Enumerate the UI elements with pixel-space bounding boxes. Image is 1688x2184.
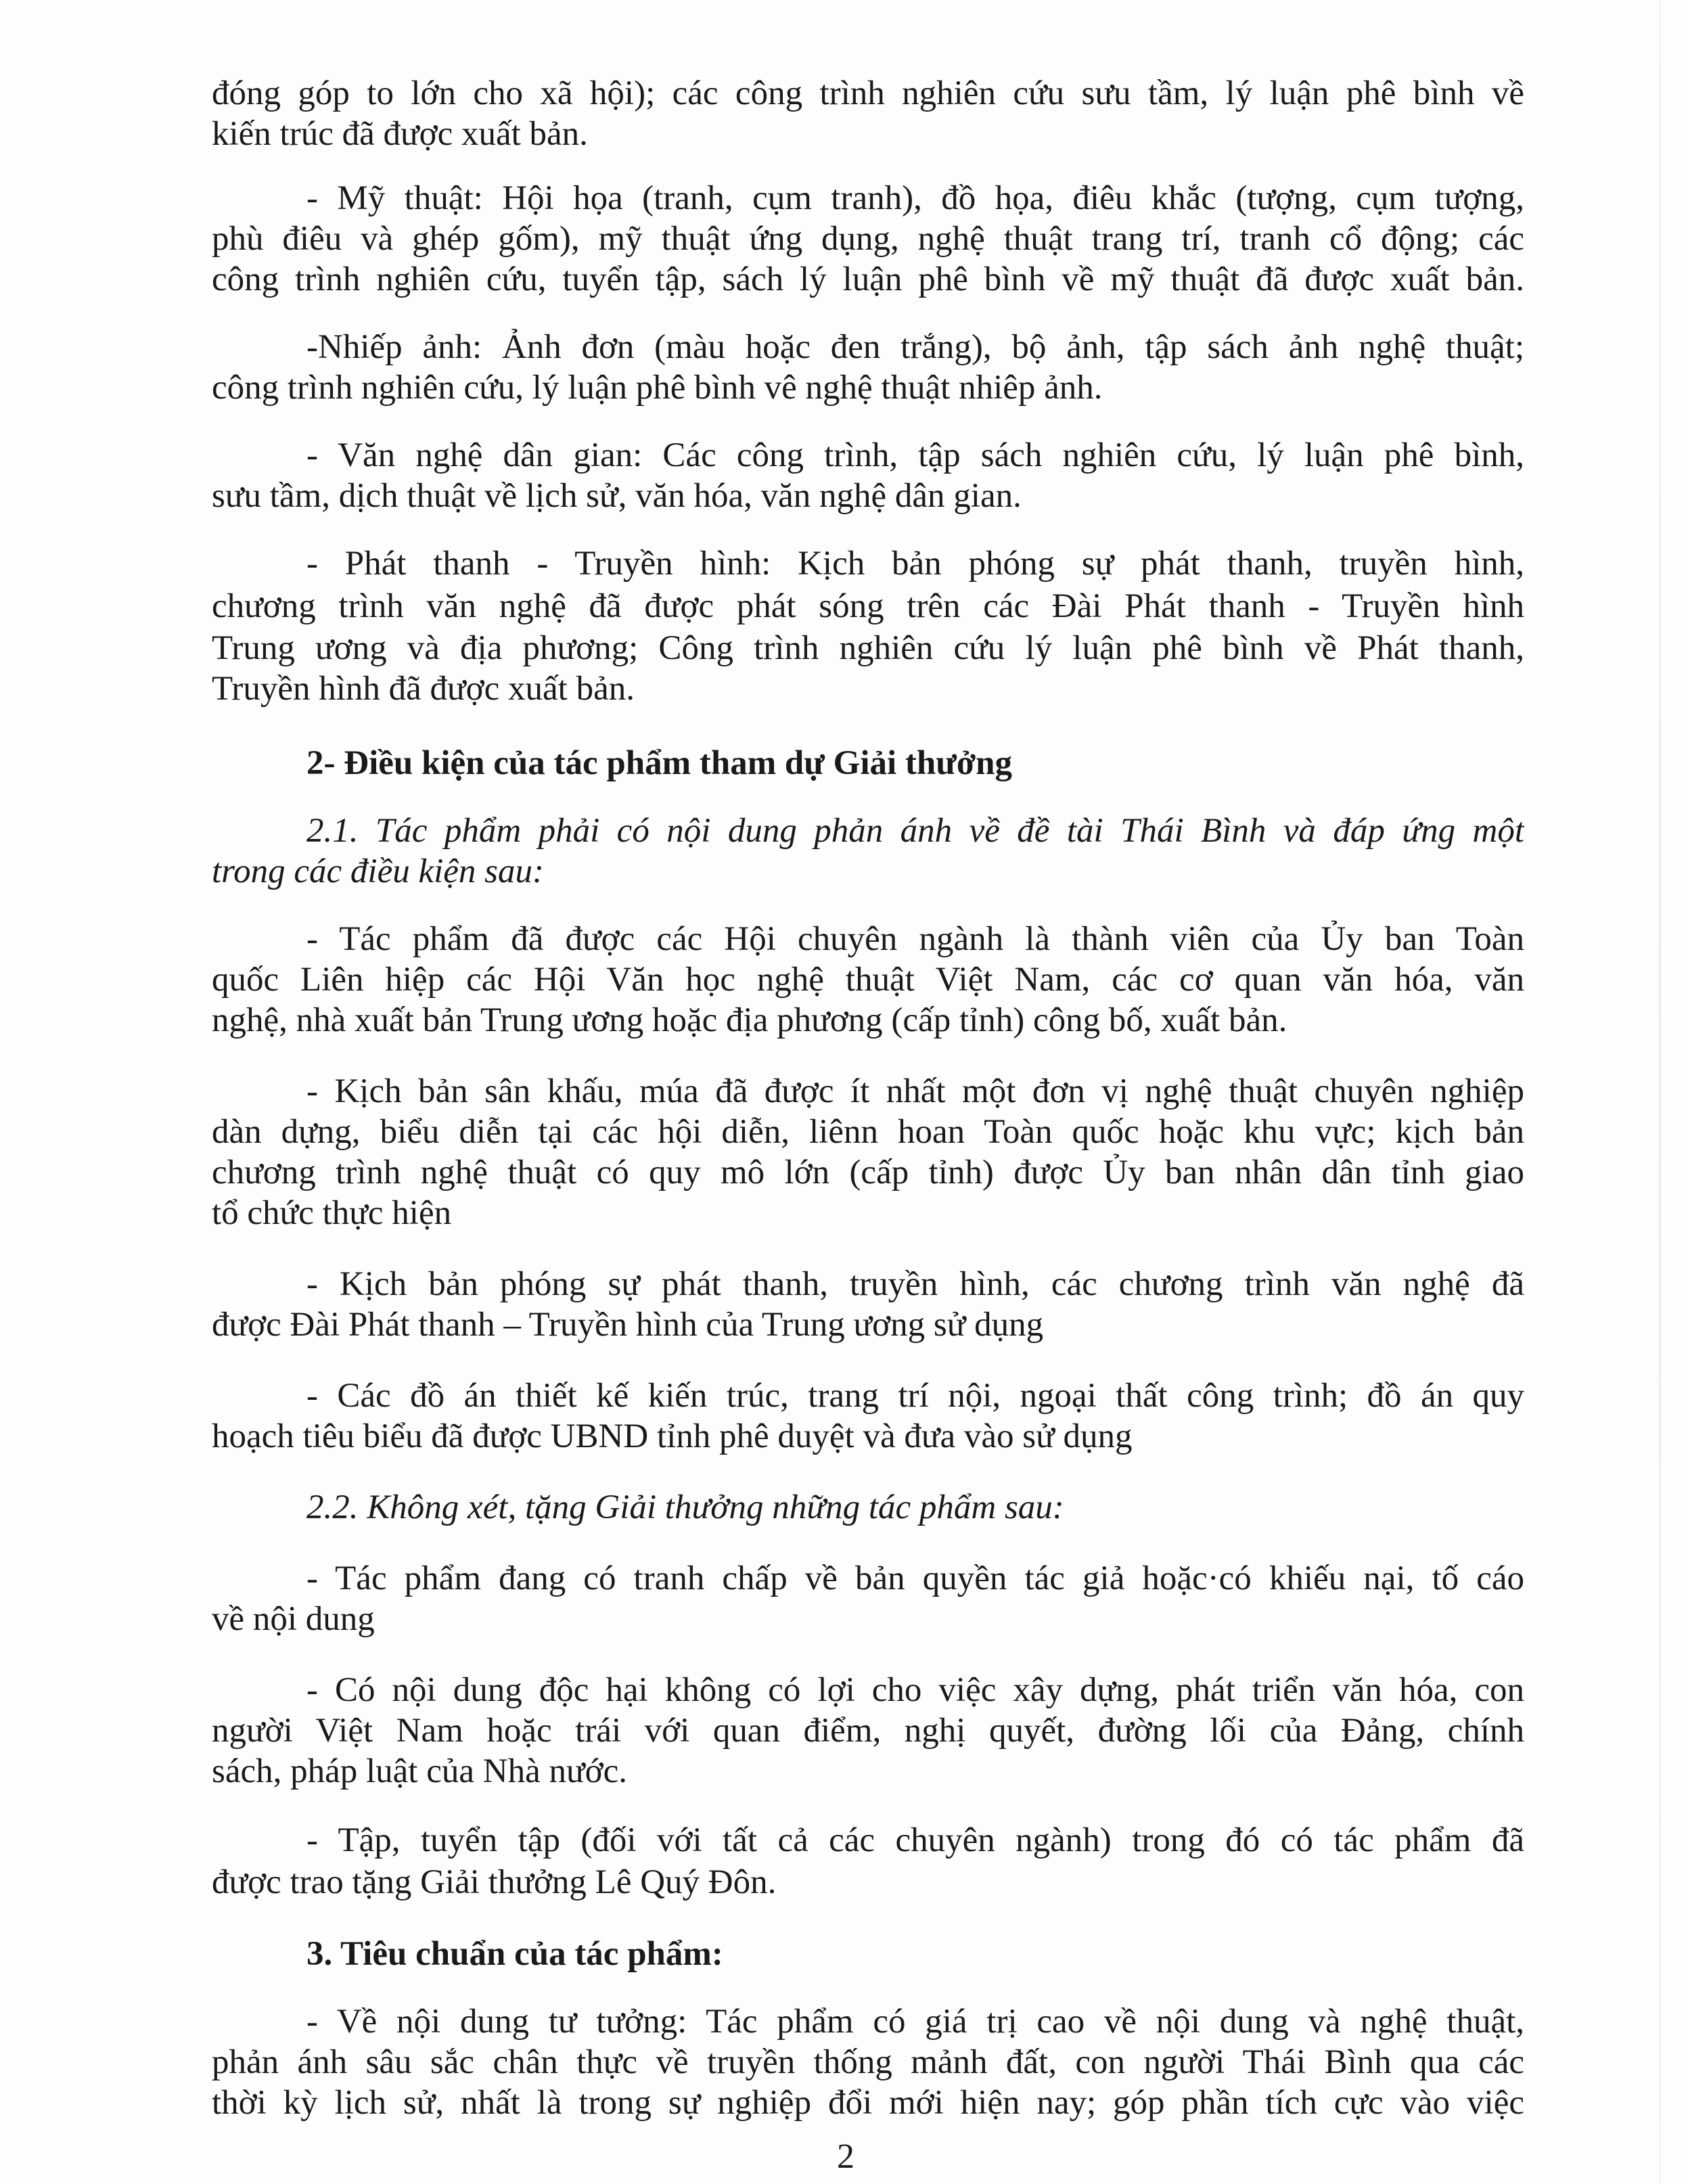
text-line: - Kịch bản phóng sự phát thanh, truyền hình, các chương trình văn nghệ đã — [306, 1265, 1524, 1303]
text-line: - Mỹ thuật: Hội họa (tranh, cụm tranh), đồ họa, điêu khắc (tượng, cụm tượng, — [306, 179, 1524, 217]
text-line: phù điêu và ghép gốm), mỹ thuật ứng dụng, nghệ thuật trang trí, tranh cổ động; các — [212, 220, 1524, 258]
text-line: kiến trúc đã được xuất bản. — [212, 115, 588, 153]
text-line: người Việt Nam hoặc trái với quan điểm, nghị quyết, đường lối của Đảng, chính — [212, 1712, 1524, 1750]
section-heading: 2- Điều kiện của tác phẩm tham dự Giải thưởng — [306, 744, 1012, 782]
text-line: chương trình nghệ thuật có quy mô lớn (cấp tỉnh) được Ủy ban nhân dân tỉnh giao — [212, 1154, 1524, 1191]
page-number: 2 — [837, 2137, 854, 2176]
text-line: - Tập, tuyển tập (đối với tất cả các chuyên ngành) trong đó có tác phẩm đã — [306, 1821, 1524, 1859]
text-line: đóng góp to lớn cho xã hội); các công trình nghiên cứu sưu tầm, lý luận phê bình về — [212, 74, 1524, 112]
text-line: - Về nội dung tư tưởng: Tác phẩm có giá trị cao về nội dung và nghệ thuật, — [306, 2003, 1524, 2041]
text-line: -Nhiếp ảnh: Ảnh đơn (màu hoặc đen trắng), bộ ảnh, tập sách ảnh nghệ thuật; — [306, 328, 1524, 366]
scan-edge — [1659, 0, 1661, 2184]
text-line: được trao tặng Giải thưởng Lê Quý Đôn. — [212, 1863, 777, 1901]
text-line: chương trình văn nghệ đã được phát sóng trên các Đài Phát thanh - Truyền hình — [212, 587, 1524, 625]
text-line: - Các đồ án thiết kế kiến trúc, trang trí nội, ngoại thất công trình; đồ án quy — [306, 1377, 1524, 1415]
subsection-heading: 2.1. Tác phẩm phải có nội dung phản ánh về đề tài Thái Bình và đáp ứng một — [306, 812, 1524, 850]
text-line: hoạch tiêu biểu đã được UBND tỉnh phê duyệt và đưa vào sử dụng — [212, 1417, 1133, 1455]
text-line: tổ chức thực hiện — [212, 1194, 452, 1232]
text-line: - Phát thanh - Truyền hình: Kịch bản phóng sự phát thanh, truyền hình, — [306, 545, 1524, 583]
text-line: Truyền hình đã được xuất bản. — [212, 670, 635, 708]
subsection-heading: 2.2. Không xét, tặng Giải thưởng những tác phẩm sau: — [306, 1488, 1064, 1526]
text-line: - Kịch bản sân khấu, múa đã được ít nhất một đơn vị nghệ thuật chuyên nghiệp — [306, 1072, 1524, 1110]
text-line: được Đài Phát thanh – Truyền hình của Trung ương sử dụng — [212, 1306, 1044, 1344]
text-line: - Tác phẩm đang có tranh chấp về bản quyền tác giả hoặc·có khiếu nại, tố cáo — [306, 1560, 1524, 1597]
text-line: dàn dựng, biểu diễn tại các hội diễn, liênn hoan Toàn quốc hoặc khu vực; kịch bản — [212, 1113, 1524, 1151]
text-line: công trình nghiên cứu, lý luận phê bình vê nghệ thuật nhiêp ảnh. — [212, 369, 1103, 407]
text-line: nghệ, nhà xuất bản Trung ương hoặc địa phương (cấp tỉnh) công bố, xuất bản. — [212, 1001, 1287, 1039]
text-line: - Tác phẩm đã được các Hội chuyên ngành là thành viên của Ủy ban Toàn — [306, 920, 1524, 958]
text-line: sưu tầm, dịch thuật về lịch sử, văn hóa, văn nghệ dân gian. — [212, 477, 1022, 515]
text-line: Trung ương và địa phương; Công trình nghiên cứu lý luận phê bình về Phát thanh, — [212, 629, 1524, 667]
text-line: quốc Liên hiệp các Hội Văn học nghệ thuật Việt Nam, các cơ quan văn hóa, văn — [212, 961, 1524, 999]
text-line: sách, pháp luật của Nhà nước. — [212, 1752, 627, 1790]
text-line: - Có nội dung độc hại không có lợi cho việc xây dựng, phát triển văn hóa, con — [306, 1671, 1524, 1709]
text-line: công trình nghiên cứu, tuyển tập, sách lý luận phê bình về mỹ thuật đã được xuất bản. — [212, 260, 1524, 298]
section-heading: 3. Tiêu chuẩn của tác phẩm: — [306, 1935, 723, 1973]
subsection-heading: trong các điều kiện sau: — [212, 852, 544, 890]
text-line: - Văn nghệ dân gian: Các công trình, tập sách nghiên cứu, lý luận phê bình, — [306, 436, 1524, 474]
text-line: về nội dung — [212, 1600, 375, 1638]
text-line: thời kỳ lịch sử, nhất là trong sự nghiệp đổi mới hiện nay; góp phần tích cực vào việc — [212, 2084, 1524, 2122]
text-line: phản ánh sâu sắc chân thực về truyền thống mảnh đất, con người Thái Bình qua các — [212, 2043, 1524, 2081]
